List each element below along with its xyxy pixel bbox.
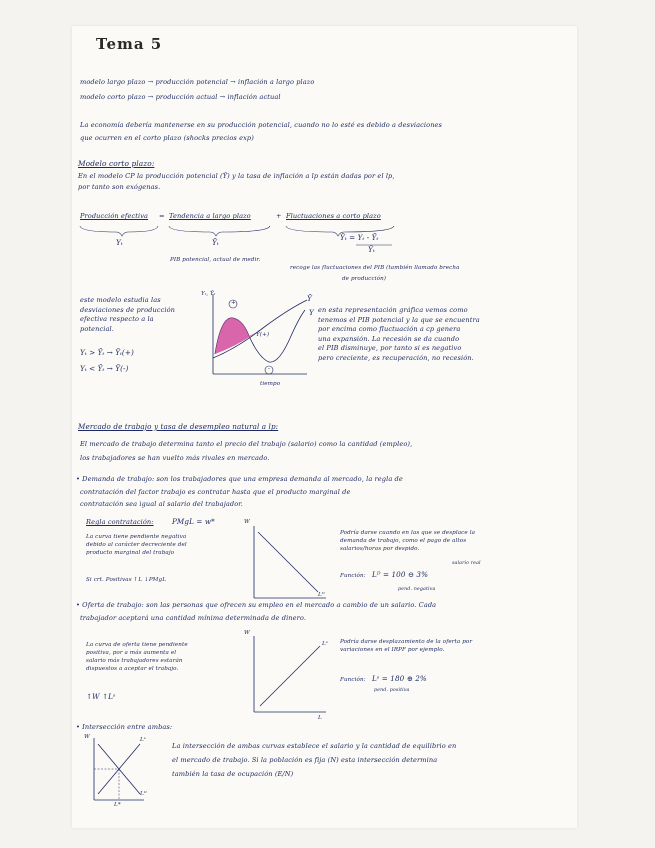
- supply-text-line: positiva, por a más aumenta el: [86, 650, 177, 656]
- demand-line-3: contratación sea igual al salario del trabajador.: [80, 500, 243, 508]
- graph-inner-label: Ỹ(+): [256, 332, 270, 338]
- eq-equals: =: [159, 212, 165, 220]
- demand-func-label: Función:: [340, 573, 366, 579]
- note-potential: PIB potencial, actual de medir.: [170, 257, 261, 263]
- right-text-line: pero creciente, es recuperación, no recesión.: [318, 353, 474, 362]
- page-title: Tema 5: [96, 35, 163, 53]
- eq-label-effective: Producción efectiva: [80, 212, 149, 220]
- supply-func: Lˢ = 180 ⊕ 2%: [372, 674, 427, 683]
- right-text-line: una expansión. La recesión se da cuando: [318, 334, 460, 343]
- graph-minus-sign: -: [268, 366, 270, 372]
- intro-line-2: modelo corto plazo → producción actual → inflación actual: [80, 93, 281, 101]
- intersection-text: [172, 739, 456, 781]
- right-text: [318, 306, 480, 363]
- fraction-bar: [356, 244, 396, 248]
- demand-graph-w: W: [244, 519, 250, 525]
- sym-y: Yₜ: [116, 238, 123, 247]
- left-text-line: este modelo estudia las: [80, 296, 161, 304]
- supply-note: [340, 638, 472, 654]
- demand-note-line: Podría darse cuando en las que se desplace la: [340, 530, 476, 536]
- demand-text-line: producto marginal del trabajo: [86, 550, 175, 556]
- left-text-line: efectiva respecto a la: [80, 315, 154, 323]
- demand-slope-note: pend. negativa: [398, 587, 436, 592]
- supply-note-line: Podría darse desplazamiento de la oferta por: [340, 639, 473, 645]
- short-run-line-2: por tanto son exógenas.: [78, 183, 161, 191]
- eq-label-trend: Tendencia a largo plazo: [169, 212, 251, 220]
- demand-func: Lᴰ = 100 ⊖ 3%: [372, 570, 429, 579]
- rule-negative: Yₜ < Ȳₜ → Ỹ(-): [80, 364, 129, 373]
- demand-line-1: • Demanda de trabajo: son los trabajadores que una empresa demanda al mercado, la regla de: [76, 475, 403, 483]
- inter-graph-ls: Lˢ: [140, 737, 146, 743]
- graph-curve-ybar: Ȳ: [307, 294, 312, 303]
- short-run-line-1: En el modelo CP la producción potencial (Ȳ) y la tasa de inflación a lp están dadas por el lp,: [78, 172, 395, 180]
- demand-line-2: contratación del factor trabajo es contratar hasta que el producto marginal de: [80, 488, 351, 496]
- supply-graph-l: L: [318, 715, 322, 721]
- sym-den: Ȳₜ: [368, 245, 375, 254]
- demand-arrow-note: Si crt. Positivas ↑L ↓PMgL: [86, 577, 167, 583]
- left-text-line: potencial.: [80, 324, 114, 333]
- note-fluct-2: de producción): [342, 276, 387, 282]
- supply-line-2: trabajador aceptará una cantidad mínima determinada de dinero.: [80, 614, 307, 622]
- supply-text-line: dispuestos a aceptar el trabajo.: [86, 666, 179, 672]
- graph-x-label: tiempo: [260, 381, 281, 387]
- intro-line-4: que ocurren en el corto plazo (shocks precios exp): [80, 134, 254, 142]
- supply-text-line: La curva de oferta tiene pendiente: [86, 642, 188, 648]
- note-fluct-1: recoge las fluctuaciones del PIB (también llamado brecha: [290, 265, 460, 271]
- intersection-text-line: el mercado de trabajo. Si la población es fija (N) esta intersección determina: [172, 756, 438, 764]
- graph-curve-y: Y: [309, 308, 314, 317]
- demand-note-line: demanda de trabajo, como el pago de altos: [340, 538, 467, 544]
- demand-note: [340, 529, 475, 553]
- left-text: [80, 296, 175, 334]
- intersection-heading: • Intersección entre ambas:: [76, 723, 173, 731]
- labour-demand-graph: [248, 522, 328, 602]
- inter-graph-lstar: L*: [114, 802, 121, 808]
- right-text-line: por encima como fluctuación a cp genera: [318, 325, 461, 333]
- inter-graph-w: W: [84, 734, 90, 740]
- eq-braces: [72, 222, 577, 262]
- demand-text: [86, 533, 187, 557]
- rule-positive: Yₜ > Ȳₜ → Ỹₜ(+): [80, 348, 134, 357]
- labour-heading: Mercado de trabajo y tasa de desempleo natural a lp:: [78, 422, 279, 431]
- supply-func-label: Función:: [340, 677, 366, 683]
- notebook-page: [72, 26, 577, 828]
- right-text-line: en esta representación gráfica vemos como: [318, 306, 468, 314]
- labour-supply-graph: [248, 632, 328, 716]
- left-text-line: desviaciones de producción: [80, 305, 176, 314]
- right-text-line: el PIB disminuye, por tanto si es negativo: [318, 344, 462, 352]
- supply-text-line: salario más trabajadores estarán: [86, 658, 183, 664]
- rule-formula: PMgL = w*: [172, 517, 215, 526]
- intersection-text-line: La intersección de ambas curvas establece el salario y la cantidad de equilibrio en: [172, 742, 457, 750]
- intersection-graph: [88, 736, 148, 810]
- supply-graph-ls: Lˢ: [322, 641, 328, 647]
- sym-ybar: Ȳₜ: [212, 238, 219, 247]
- eq-plus: +: [276, 212, 282, 220]
- intro-line-1: modelo largo plazo → producción potencial → inflación a largo plazo: [80, 78, 315, 86]
- supply-note-line: variaciones en el IRPF por ejemplo.: [340, 647, 445, 653]
- sym-ytilde: Ỹₜ = Yₜ - Ȳₜ: [340, 233, 379, 242]
- supply-arrow-note: ↑W ↑Lˢ: [86, 692, 116, 701]
- graph-plus-sign: +: [231, 300, 236, 306]
- demand-graph-ld: Lᴰ: [318, 592, 325, 598]
- supply-slope-note: pend. positiva: [374, 688, 410, 693]
- inter-graph-ld: Lᴰ: [140, 791, 147, 797]
- demand-note-line: salarios/horas por despido.: [340, 546, 420, 552]
- labour-line-1: El mercado de trabajo determina tanto el precio del trabajo (salario) como la cantidad (empleo),: [80, 440, 413, 448]
- intersection-text-line: también la tasa de ocupación (E/N): [172, 770, 294, 778]
- demand-salary-note: salario real: [452, 561, 481, 566]
- short-run-heading: Modelo corto plazo:: [78, 159, 155, 168]
- eq-label-fluct: Fluctuaciones a corto plazo: [286, 212, 381, 220]
- supply-text: [86, 641, 188, 673]
- demand-text-line: debido al carácter decreciente del: [86, 542, 187, 548]
- supply-line-1: • Oferta de trabajo: son las personas que ofrecen su empleo en el mercado a cambio de un salario. Cada: [76, 601, 437, 609]
- graph-y-label: Yₜ, Ȳₜ: [201, 291, 216, 297]
- labour-line-2: los trabajadores se han vuelto más rivales en mercado.: [80, 454, 270, 462]
- supply-graph-w: W: [244, 630, 250, 636]
- demand-text-line: La curva tiene pendiente negativa: [86, 534, 187, 540]
- rule-label: Regla contratación:: [86, 518, 154, 526]
- right-text-line: tenemos el PIB potencial y la que se encuentra: [318, 315, 480, 324]
- intro-line-3: La economía debería mantenerse en su producción potencial, cuando no lo esté es debido a desviaciones: [80, 121, 443, 129]
